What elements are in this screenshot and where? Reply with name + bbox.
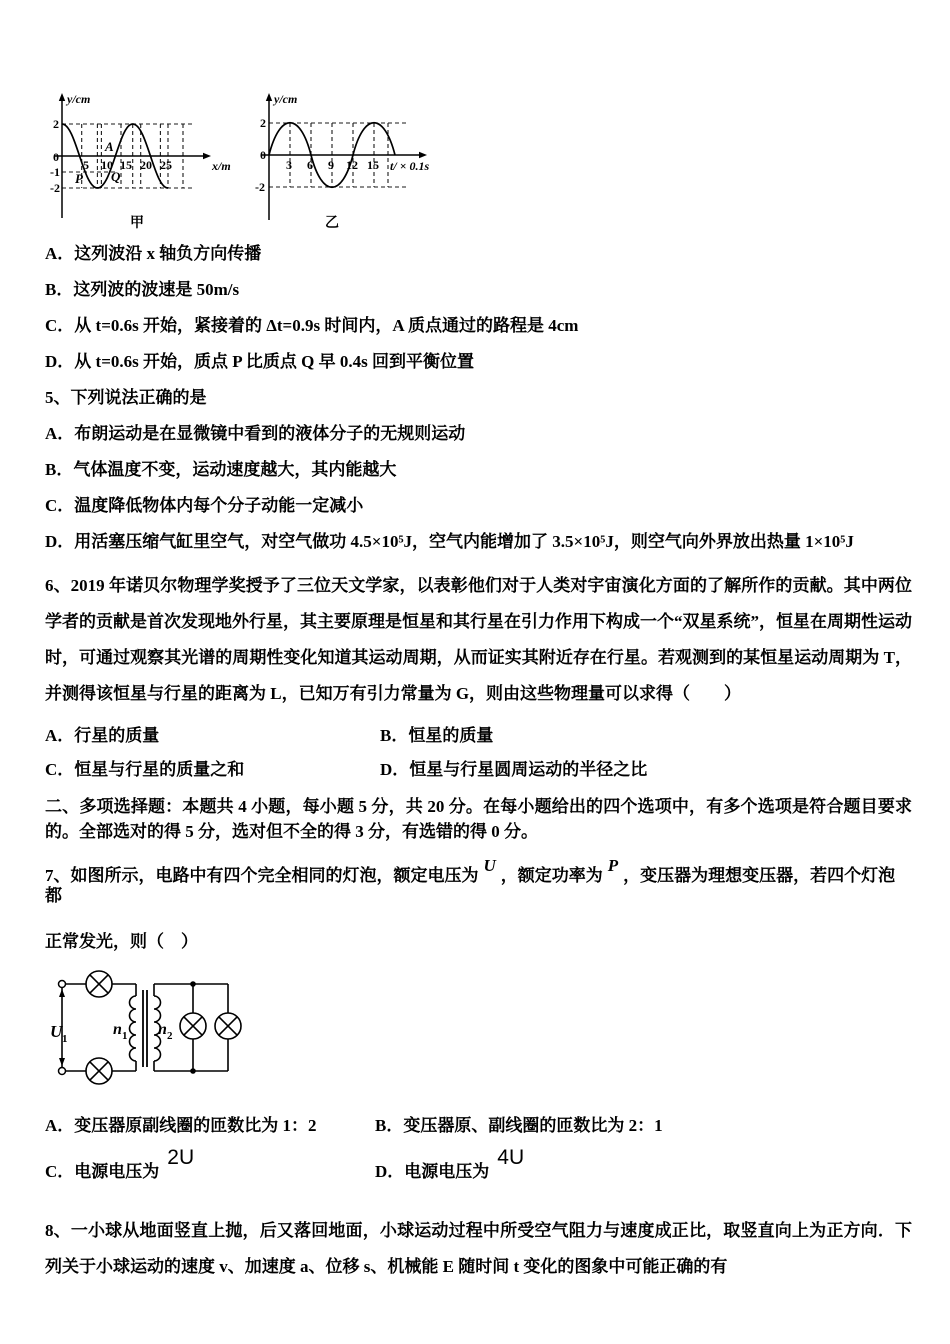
q7-rated-voltage-var: U xyxy=(483,856,496,875)
jia-xtick-10: 10 xyxy=(101,158,113,172)
yi-ytick-0: 0 xyxy=(260,148,266,162)
jia-ytick-0: 0 xyxy=(53,150,59,164)
wave-graph-jia xyxy=(50,90,245,230)
jia-point-a: A xyxy=(105,139,114,154)
q5-stem: 5、下列说法正确的是 xyxy=(45,388,207,407)
yi-axes xyxy=(261,93,427,220)
q7-option-d-value: 4U xyxy=(497,1146,525,1169)
yi-ytick-m2: -2 xyxy=(255,180,265,194)
yi-xtick-12: 12 xyxy=(346,158,358,172)
yi-y-axis-label: y/cm xyxy=(274,92,298,106)
yi-ytick-2: 2 xyxy=(260,116,266,130)
q6-option-b: B．恒星的质量 xyxy=(380,726,494,745)
q7-options-row1 xyxy=(45,1116,912,1135)
q7-option-b: B．变压器原、副线圈的匝数比为 2：1 xyxy=(375,1116,663,1135)
jia-point-p: P xyxy=(75,171,83,186)
jia-xtick-15: 15 xyxy=(120,158,132,172)
secondary-turns-sub: 2 xyxy=(167,1030,173,1042)
source-voltage-label: U xyxy=(50,1022,63,1041)
jia-ytick-m2: -2 xyxy=(50,181,60,195)
yi-xtick-3: 3 xyxy=(286,158,292,172)
primary-turns-label: n xyxy=(113,1021,122,1038)
transformer-core xyxy=(143,990,147,1067)
source-voltage-sub: 1 xyxy=(62,1033,68,1045)
secondary-turns-label: n xyxy=(158,1021,167,1038)
question-5 xyxy=(45,388,912,551)
circuit-figure xyxy=(50,966,912,1098)
jia-xtick-25: 25 xyxy=(160,158,172,172)
jia-xtick-20: 20 xyxy=(140,158,152,172)
q7-option-d xyxy=(375,1146,525,1181)
q4-option-b: B．这列波的波速是 50m/s xyxy=(45,280,240,299)
q7-option-a: A．变压器原副线圈的匝数比为 1：2 xyxy=(45,1116,317,1135)
yi-xtick-15: 15 xyxy=(367,158,379,172)
jia-labels xyxy=(50,92,231,230)
q6-options-row1 xyxy=(45,726,912,745)
q6-option-c: C．恒星与行星的质量之和 xyxy=(45,760,245,779)
q4-options xyxy=(45,244,912,371)
jia-axes xyxy=(55,93,211,218)
q6-stem: 6、2019 年诺贝尔物理学奖授予了三位天文学家，以表彰他们对于人类对宇宙演化方面的了解所作的贡献。其中两位学者的贡献是首次发现地外行星，其主要原理是恒星和其行星在引力作用下构成一个“双星系统”，恒星在周期性运动时，可通过观察其光谱的周期性变化知道其运动周期，从而证实其附近存在行星。若观测到的某恒星运动周期为 T，并测得该恒星与行星的距离为 L，已知万有引力常量为 G，则由这些物理量可以求得（ ） xyxy=(45,576,912,703)
q7-stem-line2: 正常发光，则（ ） xyxy=(45,932,198,951)
q8-stem: 8、一小球从地面竖直上抛，后又落回地面，小球运动过程中所受空气阻力与速度成正比，取竖直向上为正方向．下列关于小球运动的速度 v、加速度 a、位移 s、机械能 E 随时间 t 变化的图象中可能正确的有 xyxy=(45,1221,912,1276)
question-7 xyxy=(45,856,912,1181)
circuit-labels xyxy=(50,1021,173,1045)
yi-xtick-9: 9 xyxy=(328,158,334,172)
q7-option-d-text: D．电源电压为 xyxy=(375,1162,490,1181)
yi-labels xyxy=(255,92,430,230)
q7-stem-part2: ，额定功率为 xyxy=(500,866,603,885)
junction-dot-top xyxy=(190,981,196,987)
jia-ytick-m1: -1 xyxy=(50,165,60,179)
q5-option-b: B．气体温度不变，运动速度越大，其内能越大 xyxy=(45,460,397,479)
bulb-secondary-right xyxy=(215,1013,241,1039)
q7-stem-part1: 7、如图所示，电路中有四个完全相同的灯泡，额定电压为 xyxy=(45,866,479,885)
source-terminal-bottom xyxy=(59,1068,66,1075)
q7-rated-power-var: P xyxy=(607,856,619,875)
q7-option-c-text: C．电源电压为 xyxy=(45,1162,160,1181)
jia-xtick-5: 5 xyxy=(83,158,89,172)
primary-coil xyxy=(130,996,137,1061)
q7-option-c-value: 2U xyxy=(167,1146,195,1169)
question-6 xyxy=(45,568,912,779)
jia-caption: 甲 xyxy=(130,216,144,230)
bulb-primary-top xyxy=(86,971,112,997)
yi-caption: 乙 xyxy=(325,216,339,230)
bulb-primary-bottom xyxy=(86,1058,112,1084)
q4-option-a: A．这列波沿 x 轴负方向传播 xyxy=(45,244,262,263)
q6-option-a: A．行星的质量 xyxy=(45,726,160,745)
jia-y-axis-label: y/cm xyxy=(67,92,91,106)
q5-option-c: C．温度降低物体内每个分子动能一定减小 xyxy=(45,496,364,515)
yi-x-axis-label: t/ × 0.1s xyxy=(390,159,430,173)
source-terminal-top xyxy=(59,981,66,988)
jia-ytick-2: 2 xyxy=(53,117,59,131)
transformer-circuit-diagram xyxy=(50,966,300,1093)
junction-dot-bottom xyxy=(190,1068,196,1074)
jia-point-q: Q xyxy=(111,169,121,184)
q5-option-d: D．用活塞压缩气缸里空气，对空气做功 4.5×10⁵J，空气内能增加了 3.5×10⁵J，则空气向外界放出热量 1×10⁵J xyxy=(45,532,854,551)
q5-option-a: A．布朗运动是在显微镜中看到的液体分子的无规则运动 xyxy=(45,424,466,443)
q6-option-d: D．恒星与行星圆周运动的半径之比 xyxy=(380,760,648,779)
wave-graph-yi xyxy=(255,90,467,230)
bulb-secondary-left xyxy=(180,1013,206,1039)
q6-options-row2 xyxy=(45,760,912,779)
yi-xtick-6: 6 xyxy=(307,158,313,172)
q4-option-d: D．从 t=0.6s 开始，质点 P 比质点 Q 早 0.4s 回到平衡位置 xyxy=(45,352,475,371)
q4-option-c: C．从 t=0.6s 开始，紧接着的 Δt=0.9s 时间内，A 质点通过的路程是 4cm xyxy=(45,316,579,335)
q7-stem-line1 xyxy=(45,856,912,906)
q7-options-row2 xyxy=(45,1146,912,1181)
q7-option-c xyxy=(45,1146,375,1181)
section2-instructions: 二、多项选择题：本题共 4 小题，每小题 5 分，共 20 分。在每小题给出的四个选项中，有多个选项是符合题目要求的。全部选对的得 5 分，选对但不全的得 3 分，有选错的得 0 分。 xyxy=(45,797,912,841)
jia-x-axis-label: x/m xyxy=(212,159,231,173)
wave-figures-row xyxy=(50,90,912,230)
q7-stem-part3: ，变压器为理想变压器，若四个灯泡都 xyxy=(45,866,896,905)
primary-turns-sub: 1 xyxy=(122,1030,128,1042)
